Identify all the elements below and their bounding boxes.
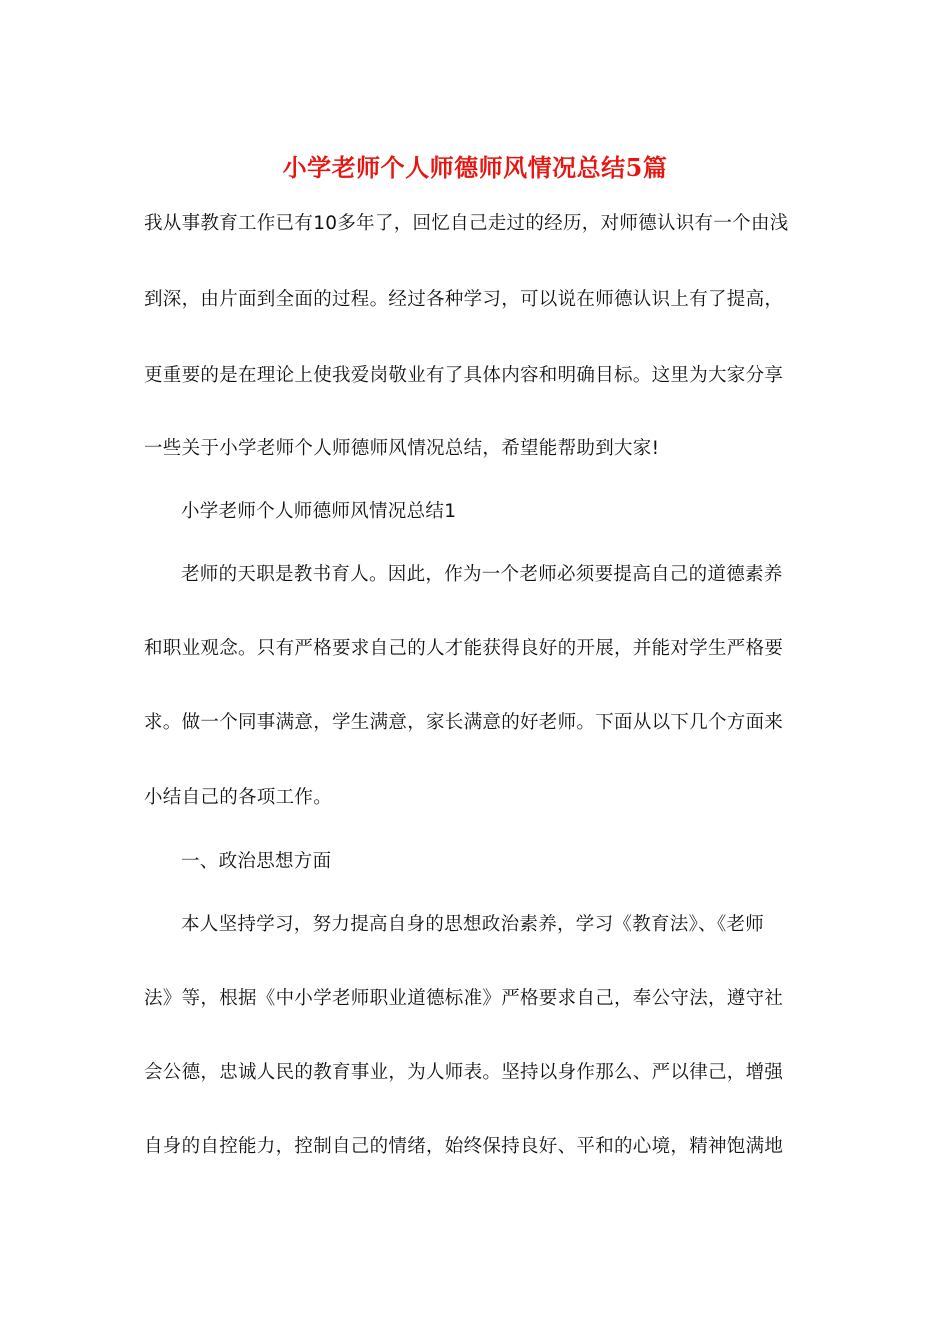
paragraph-line: 和职业观念。只有严格要求自己的人才能获得良好的开展，并能对学生严格要 xyxy=(144,638,784,659)
section-heading: 小学老师个人师德师风情况总结1 xyxy=(181,501,457,522)
subsection-heading: 一、政治思想方面 xyxy=(181,851,332,872)
paragraph-line: 小结自己的各项工作。 xyxy=(144,787,333,808)
paragraph-line: 更重要的是在理论上使我爱岗敬业有了具体内容和明确目标。这里为大家分享 xyxy=(144,365,784,386)
paragraph-line: 会公德，忠诚人民的教育事业，为人师表。坚持以身作那么、严以律己，增强 xyxy=(144,1062,784,1083)
paragraph-line: 一些关于小学老师个人师德师风情况总结，希望能帮助到大家! xyxy=(144,438,660,459)
paragraph-line: 自身的自控能力，控制自己的情绪，始终保持良好、平和的心境，精神饱满地 xyxy=(144,1136,784,1157)
paragraph-line: 到深，由片面到全面的过程。经过各种学习，可以说在师德认识上有了提高， xyxy=(144,289,784,310)
paragraph-line: 求。做一个同事满意，学生满意，家长满意的好老师。下面从以下几个方面来 xyxy=(144,712,784,733)
document-title: 小学老师个人师德师风情况总结5篇 xyxy=(282,153,668,182)
paragraph-line: 本人坚持学习，努力提高自身的思想政治素养，学习《教育法》、《老师 xyxy=(181,914,765,935)
paragraph-line: 我从事教育工作已有10多年了，回忆自己走过的经历，对师德认识有一个由浅 xyxy=(144,213,789,234)
paragraph-line: 老师的天职是教书育人。因此，作为一个老师必须要提高自己的道德素养 xyxy=(181,564,783,585)
paragraph-line: 法》等，根据《中小学老师职业道德标准》严格要求自己，奉公守法，遵守社 xyxy=(144,988,784,1009)
